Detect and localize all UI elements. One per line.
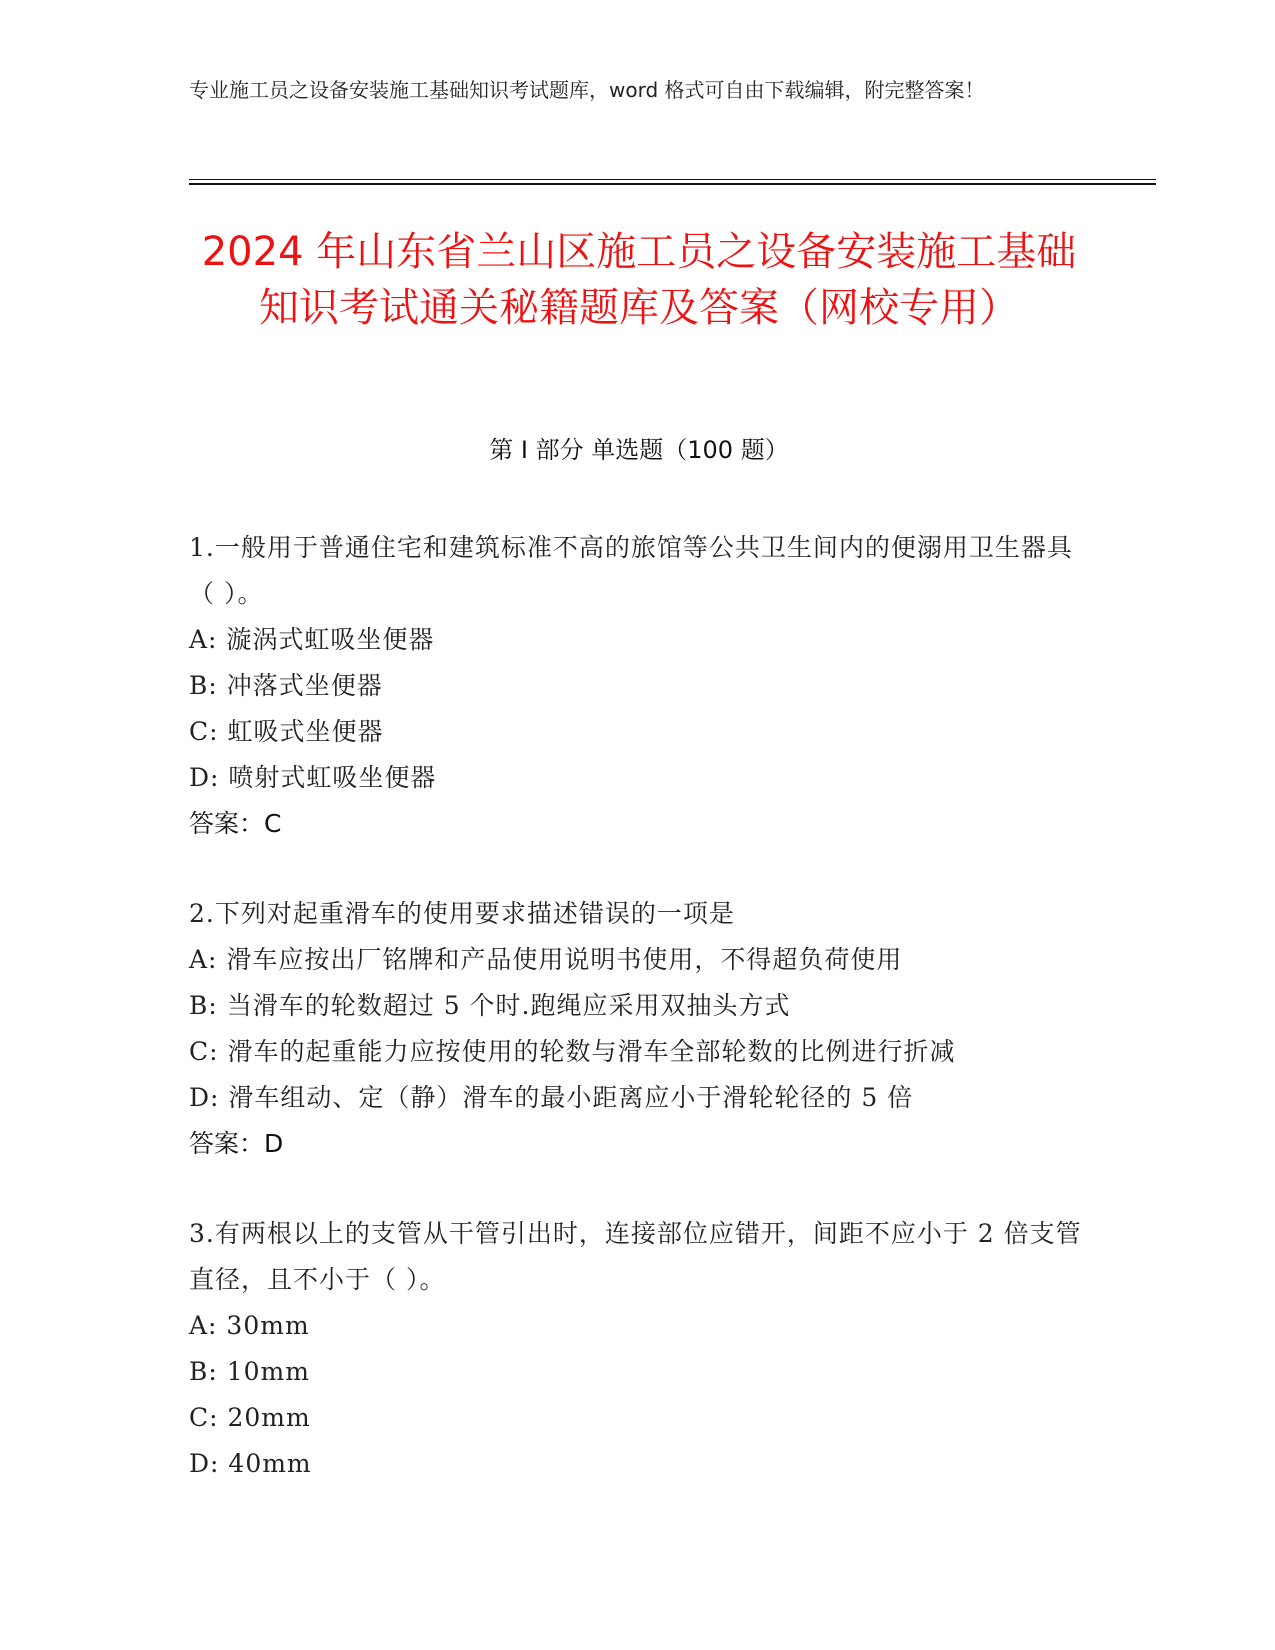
option-d: D: 喷射式虹吸坐便器 — [189, 763, 437, 792]
question-stem: 3.有两根以上的支管从干管引出时，连接部位应错开，间距不应小于 2 倍支管直径，且不小于（ ）。 — [189, 1219, 1082, 1294]
question-list — [189, 525, 1089, 1487]
answer: 答案：D — [189, 1129, 284, 1158]
option-c: C: 20mm — [189, 1403, 311, 1432]
option-a: A: 滑车应按出厂铭牌和产品使用说明书使用，不得超负荷使用 — [189, 945, 903, 974]
option-c: C: 虹吸式坐便器 — [189, 717, 384, 746]
question-stem: 2.下列对起重滑车的使用要求描述错误的一项是 — [189, 899, 735, 928]
header-note: 专业施工员之设备安装施工基础知识考试题库，word 格式可自由下载编辑，附完整答案！ — [189, 78, 985, 102]
option-a: A: 30mm — [189, 1311, 310, 1340]
option-c: C: 滑车的起重能力应按使用的轮数与滑车全部轮数的比例进行折减 — [189, 1037, 956, 1066]
answer: 答案：C — [189, 809, 282, 838]
question-3 — [189, 1211, 1089, 1487]
question-2 — [189, 891, 1089, 1167]
header-divider-thick — [189, 183, 1156, 185]
option-b: B: 冲落式坐便器 — [189, 671, 383, 700]
option-d: D: 40mm — [189, 1449, 312, 1478]
question-stem: 1.一般用于普通住宅和建筑标准不高的旅馆等公共卫生间内的便溺用卫生器具（ ）。 — [189, 533, 1073, 608]
header-divider — [189, 179, 1156, 180]
section-heading: 第 I 部分 单选题（100 题） — [489, 436, 789, 464]
question-1 — [189, 525, 1089, 847]
option-d: D: 滑车组动、定（静）滑车的最小距离应小于滑轮轮径的 5 倍 — [189, 1083, 914, 1112]
option-b: B: 10mm — [189, 1357, 310, 1386]
document-title: 2024 年山东省兰山区施工员之设备安装施工基础知识考试通关秘籍题库及答案（网校专用） — [201, 229, 1077, 331]
option-a: A: 漩涡式虹吸坐便器 — [189, 625, 435, 654]
option-b: B: 当滑车的轮数超过 5 个时.跑绳应采用双抽头方式 — [189, 991, 791, 1020]
